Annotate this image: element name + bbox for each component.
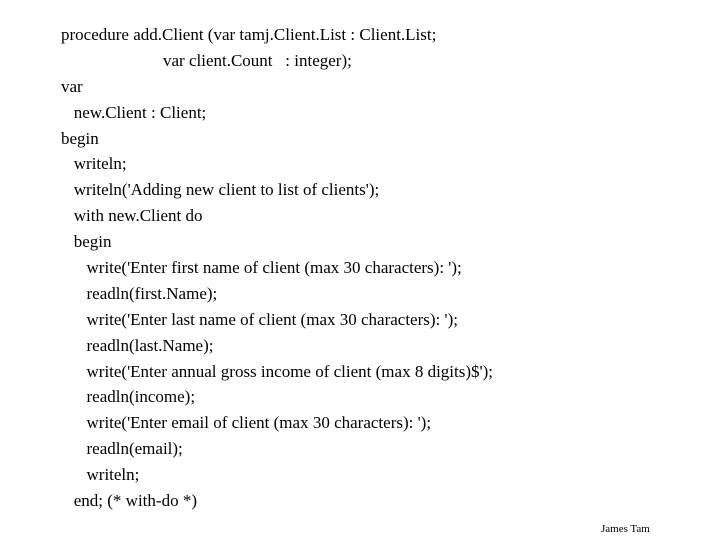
code-line: begin xyxy=(61,128,99,148)
code-line: end; (* with-do *) xyxy=(61,491,197,511)
code-listing xyxy=(61,22,493,514)
author-footer: James Tam xyxy=(601,523,650,535)
code-line: readln(last.Name); xyxy=(61,335,214,355)
code-line: begin xyxy=(61,232,112,252)
code-line: writeln; xyxy=(61,465,140,485)
code-line: writeln('Adding new client to list of clients'); xyxy=(61,180,380,200)
code-line: write('Enter email of client (max 30 characters): '); xyxy=(61,413,432,433)
code-line: readln(email); xyxy=(61,439,183,459)
code-line: var xyxy=(61,76,83,96)
code-line: procedure add.Client (var tamj.Client.List : Client.List; xyxy=(61,25,437,44)
code-line: readln(income); xyxy=(61,387,196,407)
code-line: new.Client : Client; xyxy=(61,102,207,122)
code-line: write('Enter annual gross income of client (max 8 digits)$'); xyxy=(61,361,493,381)
code-line: write('Enter first name of client (max 30 characters): '); xyxy=(61,258,462,278)
code-line: readln(first.Name); xyxy=(61,283,218,303)
code-line: writeln; xyxy=(61,154,127,174)
code-line: var client.Count : integer); xyxy=(61,50,352,70)
code-line: with new.Client do xyxy=(61,206,203,226)
code-line: write('Enter last name of client (max 30 characters): '); xyxy=(61,309,458,329)
